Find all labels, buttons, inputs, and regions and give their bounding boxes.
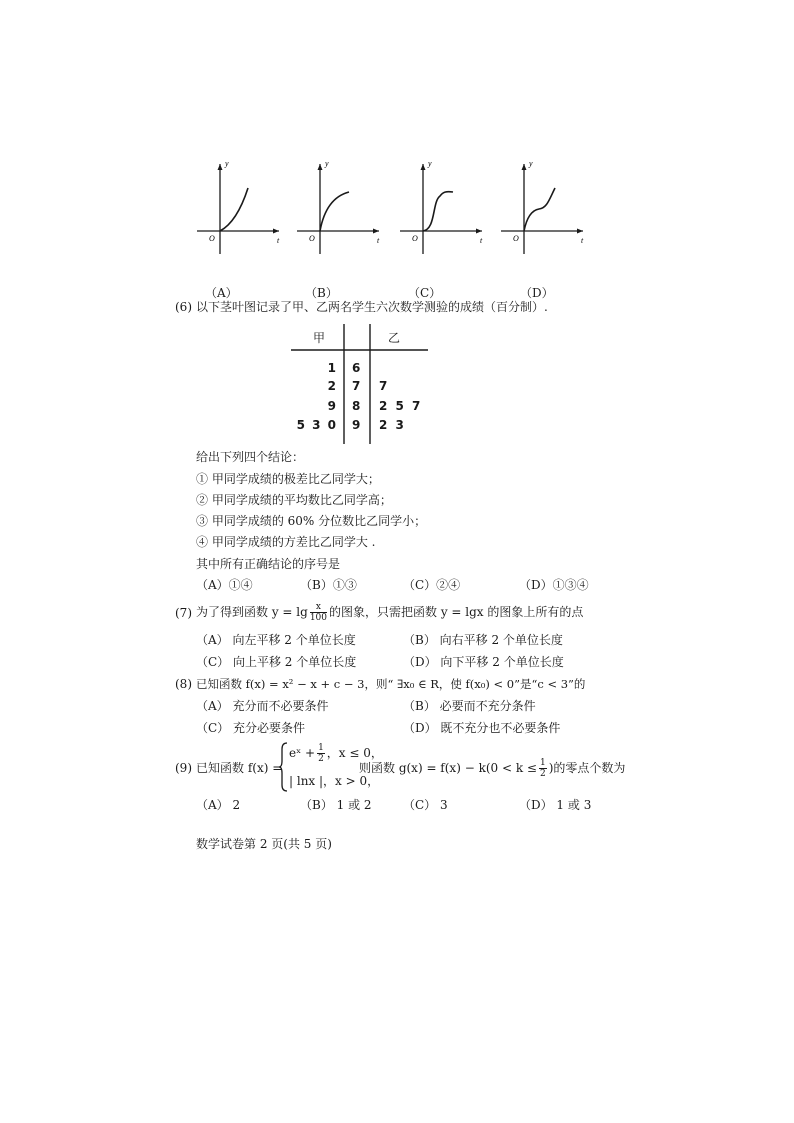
graph-a — [193, 156, 285, 256]
stem-header-right: 乙 — [388, 331, 401, 345]
stem-row-4-stem: 9 — [352, 418, 361, 432]
q9-post: )的零点个数为 — [548, 761, 626, 775]
q9-k-den: 2 — [539, 769, 546, 779]
q9-case1-frac — [317, 743, 325, 764]
q6-option-b[interactable]: （B）①③ — [300, 578, 357, 592]
q7-stem — [196, 598, 583, 626]
graph-a-plot — [193, 156, 285, 256]
q7-option-a[interactable]: （A） 向左平移 2 个单位长度 — [196, 633, 356, 647]
q8-option-c[interactable]: （C） 充分必要条件 — [196, 721, 305, 735]
q7-option-c[interactable]: （C） 向上平移 2 个单位长度 — [196, 655, 357, 669]
q6-conclusion-2: ② 甲同学成绩的平均数比乙同学高； — [196, 493, 392, 507]
graph-d-label: （D） — [520, 286, 554, 300]
q9-option-d[interactable]: （D） 1 或 3 — [519, 798, 592, 812]
stem-header-left: 甲 — [313, 331, 326, 345]
graph-b — [293, 156, 385, 256]
q9-option-a[interactable]: （A） 2 — [196, 798, 241, 812]
graph-d-plot — [497, 156, 589, 256]
q8-number: (8) — [175, 677, 192, 691]
graph-a-t-label: t — [277, 236, 280, 245]
graph-b-label: （B） — [305, 286, 338, 300]
q9-case1-den: 2 — [318, 754, 324, 764]
q7-fraction — [310, 602, 327, 623]
q9-brace — [279, 741, 289, 793]
page-footer: 数学试卷第 2 页(共 5 页) — [196, 837, 332, 851]
graph-d-origin: O — [513, 234, 519, 243]
q9-tail — [359, 754, 625, 782]
q6-number: (6) — [175, 300, 192, 314]
graph-b-t-label: t — [377, 236, 380, 245]
q7-number: (7) — [175, 606, 192, 620]
q7-stem-post: 的图象，只需把函数 y = lgx 的图象上所有的点 — [329, 605, 584, 619]
graph-b-plot — [293, 156, 385, 256]
q6-conclusion-4: ④ 甲同学成绩的方差比乙同学大 . — [196, 535, 376, 549]
q9-case1-num: 1 — [318, 743, 324, 753]
q6-conclusion-3: ③ 甲同学成绩的 60% 分位数比乙同学小； — [196, 514, 427, 528]
graph-d-t-label: t — [581, 236, 584, 245]
q9-option-b[interactable]: （B） 1 或 2 — [300, 798, 372, 812]
q9-case1-expr: eˣ + — [289, 746, 316, 760]
graph-d — [497, 156, 589, 256]
stem-row-2-right: 7 — [379, 379, 388, 393]
stem-leaf-plot — [290, 322, 430, 446]
q6-option-d[interactable]: （D）①③④ — [519, 578, 589, 592]
graph-c-y-label: y — [428, 159, 432, 168]
stem-row-2-left: 2 — [327, 379, 336, 393]
graph-b-origin: O — [309, 234, 315, 243]
q9-case1-cond: ，x ≤ 0， — [326, 746, 383, 760]
stem-row-4-right: 2 3 — [379, 418, 404, 432]
q9-mid: 则函数 g(x) = f(x) − k(0 < k ≤ — [359, 761, 537, 775]
q7-frac-den: 100 — [309, 613, 327, 623]
q6-conclusion-1: ① 甲同学成绩的极差比乙同学大； — [196, 472, 380, 486]
graph-a-y-label: y — [225, 159, 229, 168]
q9-number: (9) — [175, 761, 192, 775]
q6-intro: 给出下列四个结论： — [196, 450, 305, 464]
stem-row-4-left: 5 3 0 — [296, 418, 336, 432]
q9-k-frac — [539, 758, 547, 779]
stem-row-3-stem: 8 — [352, 399, 361, 413]
q7-option-d[interactable]: （D） 向下平移 2 个单位长度 — [403, 655, 564, 669]
stem-row-2-stem: 7 — [352, 379, 361, 393]
q6-option-a[interactable]: （A）①④ — [196, 578, 253, 592]
q9-piecewise — [279, 741, 383, 793]
q7-stem-pre: 为了得到函数 y = lg — [196, 605, 308, 619]
stem-row-3-left: 9 — [327, 399, 336, 413]
q6-option-c[interactable]: （C）②④ — [403, 578, 461, 592]
q7-frac-num: x — [310, 602, 327, 613]
graph-c-t-label: t — [480, 236, 483, 245]
q8-option-d[interactable]: （D） 既不充分也不必要条件 — [403, 721, 561, 735]
graph-c-plot — [396, 156, 488, 256]
graph-b-y-label: y — [325, 159, 329, 168]
q9-pre: 已知函数 f(x) = — [196, 761, 283, 775]
q8-option-a[interactable]: （A） 充分而不必要条件 — [196, 699, 329, 713]
q9-case-2: | lnx |，x > 0， — [289, 774, 380, 788]
stem-row-3-right: 2 5 7 — [379, 399, 421, 413]
q8-option-b[interactable]: （B） 必要而不充分条件 — [403, 699, 536, 713]
q9-option-c[interactable]: （C） 3 — [403, 798, 448, 812]
q7-option-b[interactable]: （B） 向右平移 2 个单位长度 — [403, 633, 563, 647]
graph-c-label: （C） — [408, 286, 442, 300]
graph-c — [396, 156, 488, 256]
q9-k-num: 1 — [539, 758, 546, 768]
graph-a-origin: O — [209, 234, 215, 243]
q8-stem: 已知函数 f(x) = x² − x + c − 3，则“ ∃x₀ ∈ R，使 f(x₀) < 0”是“c < 3”的 — [196, 677, 586, 691]
q6-stem: 以下茎叶图记录了甲、乙两名学生六次数学测验的成绩（百分制）. — [196, 300, 548, 314]
graph-d-y-label: y — [529, 159, 533, 168]
graph-c-origin: O — [412, 234, 418, 243]
stem-row-1-stem: 6 — [352, 361, 361, 375]
stem-row-1-left: 1 — [327, 361, 336, 375]
graph-a-label: （A） — [205, 286, 238, 300]
q6-question: 其中所有正确结论的序号是 — [196, 557, 341, 571]
